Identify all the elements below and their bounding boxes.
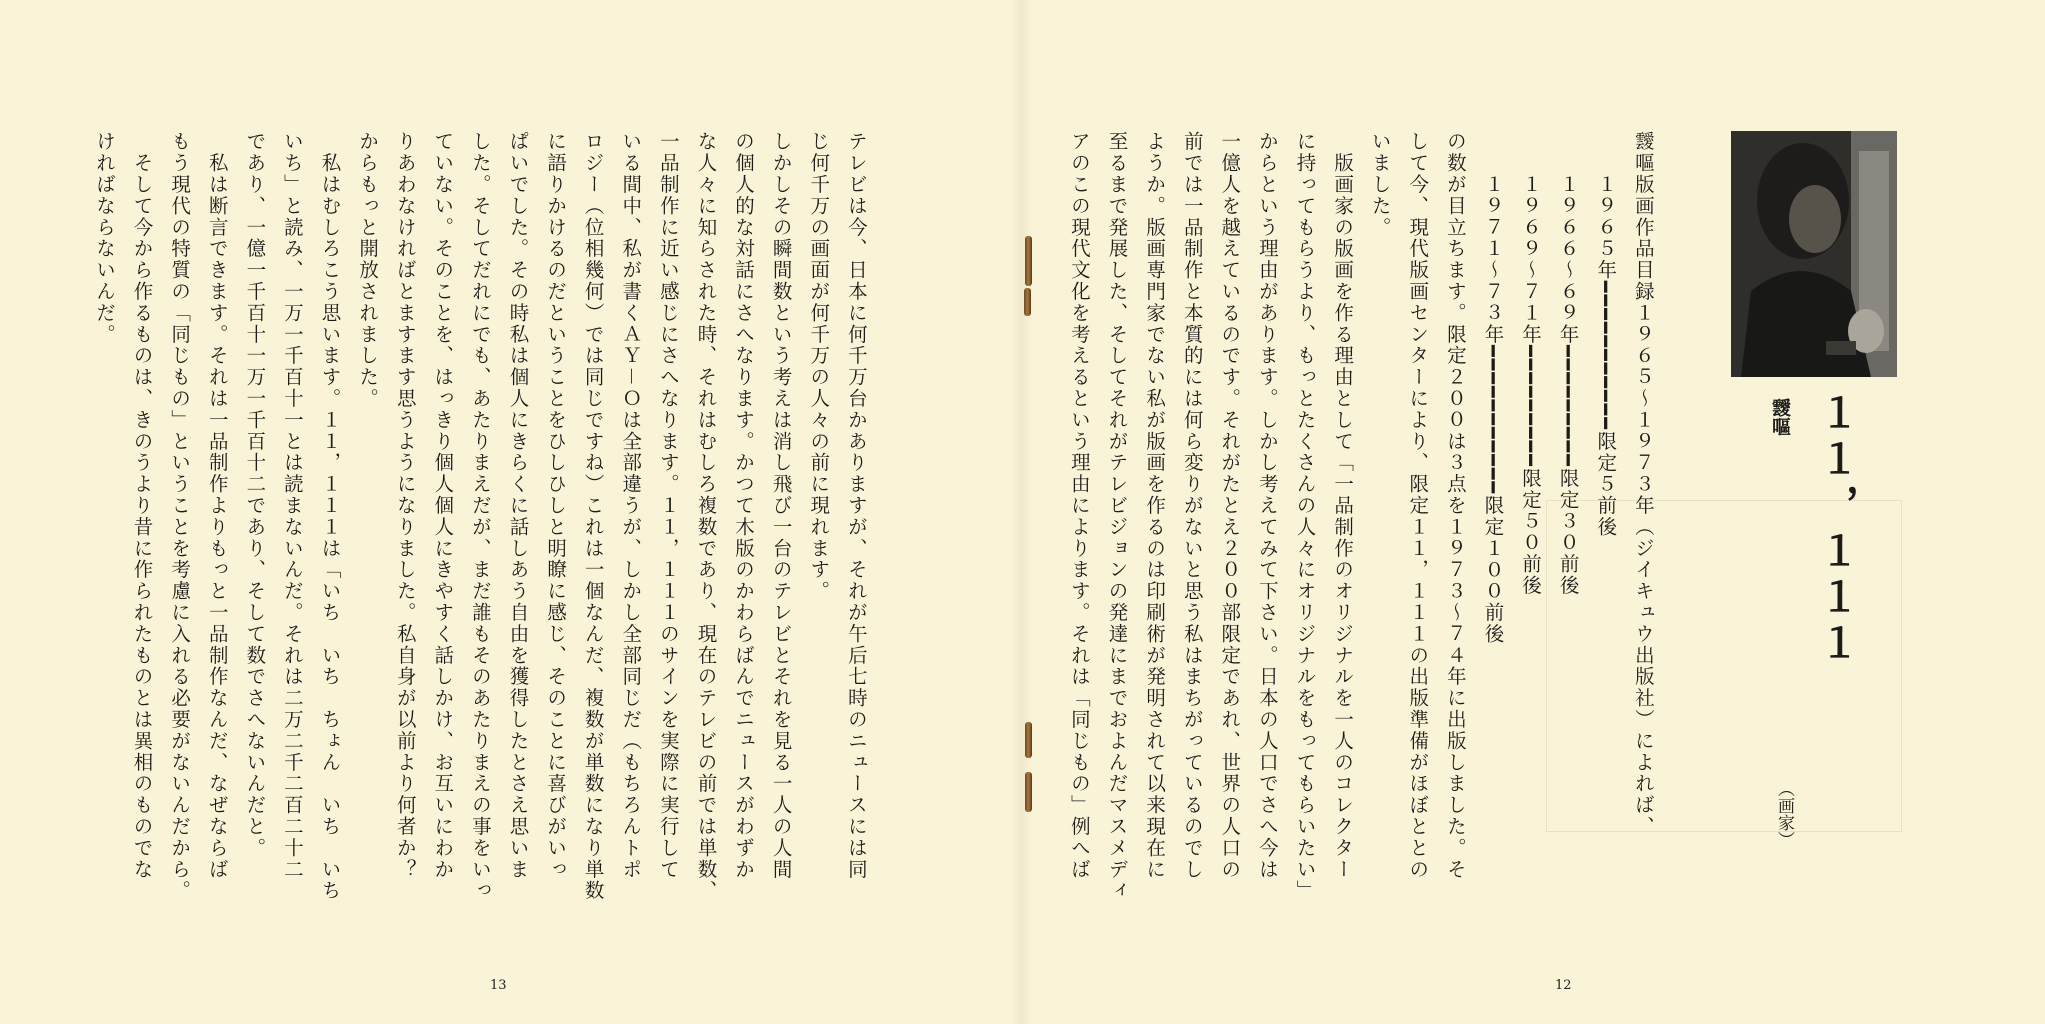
text-line: ければならないんだ。 <box>92 131 116 345</box>
portrait-photo-icon <box>1731 131 1897 377</box>
text-line: からという理由があります。しかし考えてみて下さい。日本の人口でさへ今は <box>1255 131 1279 880</box>
text-line: もう現代の特質の「同じもの」ということを考慮に入れる必要がないんだから。 <box>168 131 192 902</box>
text-line: じ何千万の画面が何千万の人々の前に現れます。 <box>807 131 831 602</box>
text-line: 前では一品制作と本質的には何ら変りがないと思う私はまちがっているのでし <box>1180 131 1204 880</box>
text-line: からもっと開放されました。 <box>356 131 380 410</box>
portrait-photo <box>1731 131 1897 377</box>
text-line: 一品制作に近い感じにさへなります。１１，１１１のサインを実際に実行して <box>656 131 680 880</box>
text-line: ていない。そのことを、はっきり個人個人にきやすく話しかけ、お互いにわか <box>431 131 455 880</box>
text-line: １９６５年━━━━━━━━━━━限定５前後 <box>1594 131 1618 538</box>
author-name: 靉嘔 <box>1769 398 1791 436</box>
text-line: に語りかけるのだということをひしひしと明瞭に感じ、そのことに喜びがいっ <box>544 131 568 880</box>
text-line: した。そしてだれにでも、あたりまえだが、まだ誰もそのあたりまえの事をいっ <box>468 131 492 902</box>
text-line: 版画家の版画を作る理由として「一品制作のオリジナルを一人のコレクター <box>1331 131 1355 880</box>
page-number-right: 12 <box>1555 978 1572 993</box>
article-title: １１，１１１ <box>1813 392 1860 668</box>
text-line: そして今から作るものは、きのうより昔に作られたものとは異相のものでな <box>130 131 154 880</box>
text-line: １９６６～６９年━━━━━━━━━限定３０前後 <box>1556 131 1580 597</box>
text-line: して今、現代版画センターにより、限定１１，１１１の出版準備がほぼととの <box>1406 131 1430 880</box>
text-line: １９７１～７３年━━━━━━━━━━━限定１００前後 <box>1481 131 1505 645</box>
book-gutter <box>1012 0 1032 1024</box>
text-line: ぱいでした。その時私は個人にきらくに話しあう自由を獲得したとさえ思いま <box>506 131 530 880</box>
text-line: １９６９～７１年━━━━━━━━━限定５０前後 <box>1519 131 1543 597</box>
left-page-lines <box>85 131 874 902</box>
text-line: いち」と読み、一万一千百十一とは読まないんだ。それは二万二千二百二十二 <box>280 131 304 880</box>
left-page-body-text <box>92 131 950 902</box>
page-number-left: 13 <box>490 978 507 993</box>
staple-bottom <box>1025 722 1032 758</box>
text-line: アのこの現代文化を考えるという理由によります。それは「同じもの」例へば <box>1067 131 1091 880</box>
author-role: （画家） <box>1774 780 1794 848</box>
staple-top-2 <box>1024 288 1031 316</box>
text-line: ようか。版画専門家でない私が版画を作るのは印刷術が発明されて以来現在に <box>1143 131 1167 880</box>
left-page <box>0 0 1022 1024</box>
text-line: 一億人を越えているのです。それがたとえ２００部限定であれ、世界の人口の <box>1218 131 1242 880</box>
text-line: りあわなければとますます思うようになりました。私自身が以前より何者か？ <box>393 131 417 880</box>
text-line: テレビは今、日本に何千万台かありますが、それが午后七時のニュースには同 <box>844 131 868 880</box>
text-line: な人々に知らされた時、それはむしろ複数であり、現在のテレビの前では単数、 <box>694 131 718 902</box>
text-line: いました。 <box>1368 131 1392 238</box>
staple-top <box>1025 236 1032 286</box>
text-line: 私はむしろこう思います。１１，１１１は「いち いち ちょん いち いち <box>318 131 342 902</box>
text-line: ロジー（位相幾何）では同じですね）これは一個なんだ、複数が単数になり単数 <box>581 131 605 902</box>
text-line: の数が目立ちます。限定２００は３点を１９７３～７４年に出版しました。そ <box>1443 131 1467 880</box>
staple-bottom-2 <box>1025 772 1032 812</box>
text-line: であり、一億一千百十一万一千百十二であり、そして数でさへないんだと。 <box>243 131 267 859</box>
text-line: いる間中、私が書くＡＹ－Ｏは全部違うが、しかし全部同じだ（もちろんトポ <box>619 131 643 880</box>
text-line: の個人的な対話にさへなります。かつて木版のかわらばんでニュースがわずか <box>732 131 756 880</box>
text-line: に持ってもらうより、もっとたくさんの人々にオリジナルをもってもらいたい」 <box>1293 131 1317 902</box>
text-line: しかしその瞬間数という考えは消し飛び一台のテレビとそれを見る一人の人間 <box>769 131 793 880</box>
text-line: 至るまで発展した、そしてそれがテレビジョンの発達にまでおよんだマスメディ <box>1105 131 1129 902</box>
text-line: 靉嘔版画作品目録１９６５～１９７３年（ジイキュウ出版社）によれば、 <box>1631 131 1655 838</box>
text-line: 私は断言できます。それは一品制作よりもっと一品制作なんだ、なぜならば <box>205 131 229 880</box>
